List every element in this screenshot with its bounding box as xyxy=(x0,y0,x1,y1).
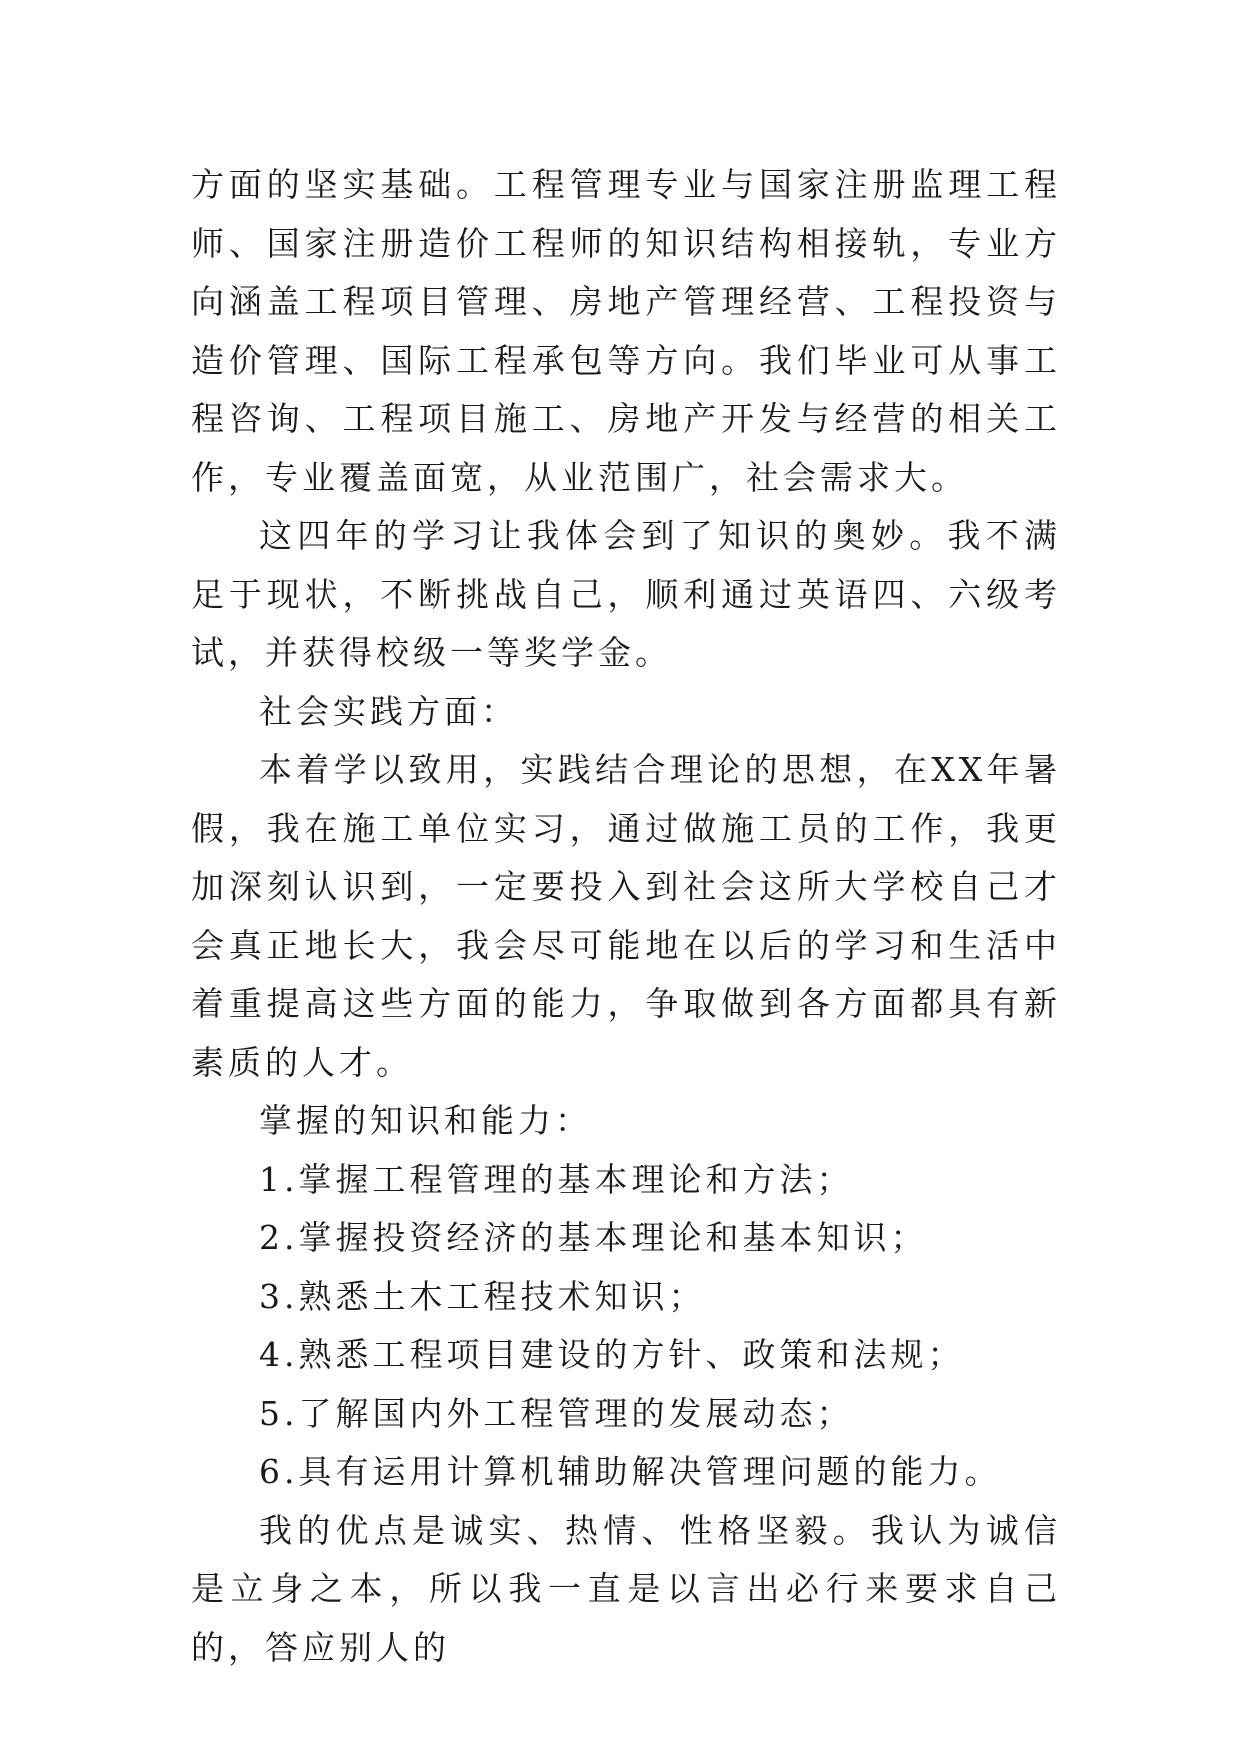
paragraph-personal-strengths: 我的优点是诚实、热情、性格坚毅。我认为诚信是立身之本，所以我一直是以言出必行来要求自己的，答应别人的 xyxy=(191,1510,1061,1667)
section-heading-social-practice: 社会实践方面： xyxy=(259,691,518,731)
paragraph-internship: 本着学以致用，实践结合理论的思想，在XX年暑假，我在施工单位实习，通过做施工员的工作，我更加深刻认识到，一定要投入到社会这所大学校自己才会真正地长大，我会尽可能地在以后的学习和生活中着重提高这些方面的能力，争取做到各方面都具有新素质的人才。 xyxy=(191,750,1061,1082)
list-item-3: 3.熟悉土木工程技术知识； xyxy=(259,1276,706,1316)
list-item-5: 5.了解国内外工程管理的发展动态； xyxy=(259,1393,854,1433)
list-item-1: 1.掌握工程管理的基本理论和方法； xyxy=(259,1159,854,1199)
paragraph-study-achievements: 这四年的学习让我体会到了知识的奥妙。我不满足于现状，不断挑战自己，顺利通过英语四、六级考试，并获得校级一等奖学金。 xyxy=(191,516,1061,672)
document-body xyxy=(191,156,1061,1677)
list-item-2: 2.掌握投资经济的基本理论和基本知识； xyxy=(259,1218,928,1257)
paragraph-major-overview: 方面的坚实基础。工程管理专业与国家注册监理工程师、国家注册造价工程师的知识结构相接轨，专业方向涵盖工程项目管理、房地产管理经营、工程投资与造价管理、国际工程承包等方向。我们毕业可从事工程咨询、工程项目施工、房地产开发与经营的相关工作，专业覆盖面宽，从业范围广，社会需求大。 xyxy=(191,165,1061,497)
list-item-4: 4.熟悉工程项目建设的方针、政策和法规； xyxy=(259,1335,965,1374)
section-heading-knowledge-abilities: 掌握的知识和能力： xyxy=(259,1101,592,1140)
list-item-6: 6.具有运用计算机辅助解决管理问题的能力。 xyxy=(259,1452,1002,1491)
